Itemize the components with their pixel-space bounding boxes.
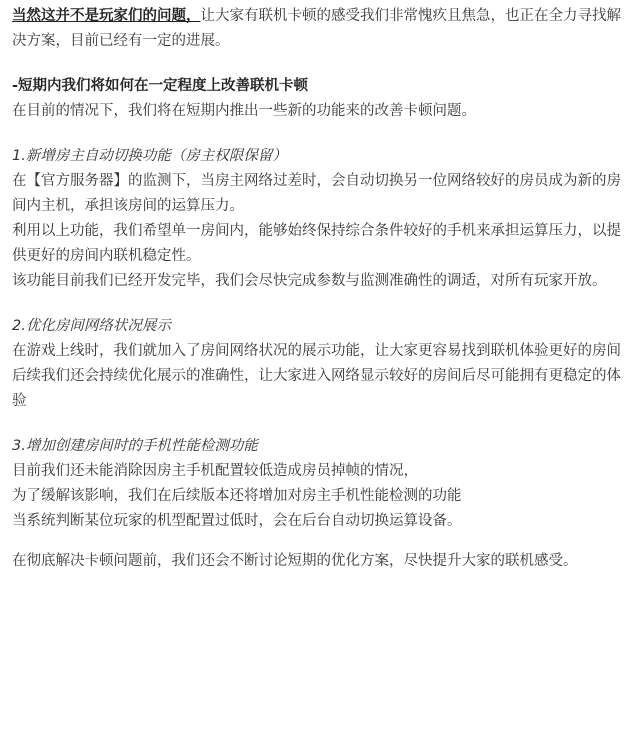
intro-bold-lead: 当然这并不是玩家们的问题， [12,8,201,24]
closing-paragraph: 在彻底解决卡顿问题前，我们还会不断讨论短期的优化方案，尽快提升大家的联机感受。 [12,553,578,569]
spacer [12,124,630,144]
item2-title: 2.优化房间网络状况展示 [12,318,171,334]
intro-text: 让大家有联机卡顿的感受我们非常愧疚且焦急，也正在全力寻找解决方案，目前已经有一定的进展。 [12,8,621,49]
section-heading-short-term: -短期内我们将如何在一定程度上改善联机卡顿 [12,78,309,94]
spacer [12,534,630,549]
section-text-short-term: 在目前的情况下，我们将在短期内推出一些新的功能来的改善卡顿问题。 [12,103,476,119]
item3-paragraph-1: 目前我们还未能消除因房主手机配置较低造成房员掉帧的情况， [12,463,418,479]
spacer [12,54,630,74]
intro-paragraph [12,4,630,54]
item3-paragraph-3: 当系统判断某位玩家的机型配置过低时，会在后台自动切换运算设备。 [12,513,462,529]
item3-paragraph-2: 为了缓解该影响，我们在后续版本还将增加对房主手机性能检测的功能 [12,488,462,504]
spacer [12,294,630,314]
item1-title: 1.新增房主自动切换功能（房主权限保留） [12,148,287,164]
item1-paragraph-2: 利用以上功能，我们希望单一房间内，能够始终保持综合条件较好的手机来承担运算压力，以提供更好的房间内联机稳定性。 [12,223,621,264]
item1-paragraph-1: 在【官方服务器】的监测下，当房主网络过差时，会自动切换另一位网络较好的房员成为新的房间内主机，承担该房间的运算压力。 [12,173,621,214]
spacer [12,414,630,434]
item1-paragraph-3: 该功能目前我们已经开发完毕，我们会尽快完成参数与监测准确性的调适，对所有玩家开放。 [12,273,607,289]
item2-paragraph-1: 在游戏上线时，我们就加入了房间网络状况的展示功能，让大家更容易找到联机体验更好的房间 [12,343,621,359]
item2-paragraph-2: 后续我们还会持续优化展示的准确性，让大家进入网络显示较好的房间后尽可能拥有更稳定的体验 [12,368,621,409]
item3-title: 3.增加创建房间时的手机性能检测功能 [12,438,258,454]
